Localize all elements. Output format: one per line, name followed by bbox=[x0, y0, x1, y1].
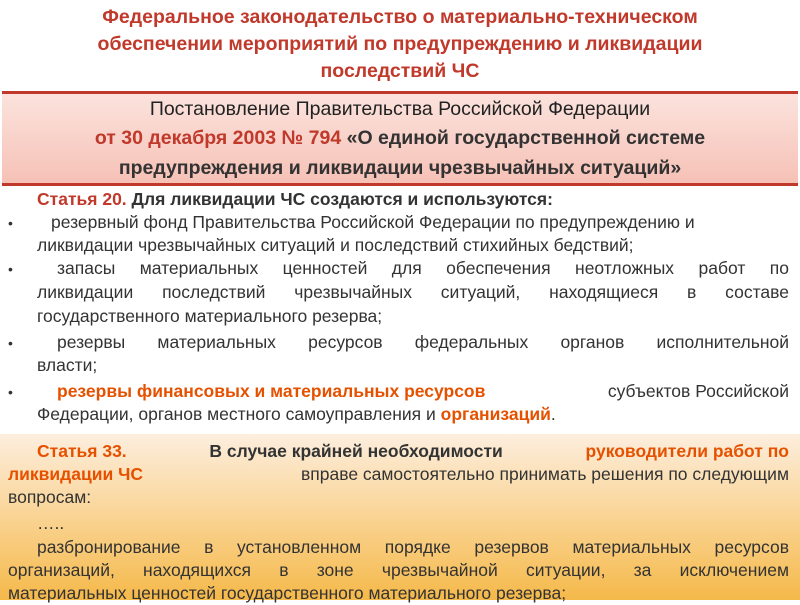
item-3-line-2: власти; bbox=[37, 355, 98, 375]
article-33-lead: В случае крайней необходимости bbox=[209, 441, 503, 461]
title-line-2: обеспечении мероприятий по предупреждению и ликвидации bbox=[97, 33, 703, 55]
item-4-period: . bbox=[550, 404, 556, 424]
item-4-organizations: организаций bbox=[440, 404, 551, 424]
article-20-number: Статья 20. bbox=[37, 189, 127, 209]
item-4-line-1-rest: субъектов Российской bbox=[607, 381, 789, 401]
slide-title bbox=[20, 4, 780, 85]
article-33-line-3: вопросам: bbox=[8, 487, 92, 507]
decree-line-2 bbox=[2, 124, 798, 152]
article-33-number: Статья 33. bbox=[37, 441, 127, 461]
item-4-line-2-start: Федерации, органов местного самоуправления и bbox=[37, 404, 436, 424]
article-33-ellipsis: ….. bbox=[37, 513, 65, 533]
item-4-line-2 bbox=[37, 403, 789, 426]
bullet-3: • bbox=[8, 335, 13, 351]
decree-box bbox=[2, 91, 798, 186]
article-33-line-2-rest: вправе самостоятельно принимать решения по следующим bbox=[300, 464, 789, 484]
item-2-line-3: государственного материального резерва; bbox=[37, 306, 383, 326]
item-2-line-2: ликвидации последствий чрезвычайных ситуаций, находящиеся в составе bbox=[37, 282, 789, 302]
article-20-heading bbox=[37, 188, 553, 210]
article-20-section bbox=[0, 186, 800, 434]
bullet-1: • bbox=[8, 215, 13, 231]
article-33-p1-line-1: разбронирование в установленном порядке резервов материальных ресурсов bbox=[37, 537, 789, 557]
article-33-managers: руководители работ по bbox=[585, 441, 789, 461]
item-3-line-1: резервы материальных ресурсов федеральных органов исполнительной bbox=[57, 332, 789, 352]
article-33-p1-line-3: материальных ценностей государственного материального резерва; bbox=[8, 583, 567, 603]
item-1-line-1: резервный фонд Правительства Российской Федерации по предупреждению и bbox=[51, 212, 695, 232]
article-20-heading-text: Для ликвидации ЧС создаются и используются: bbox=[131, 189, 553, 209]
decree-line-3: предупреждения и ликвидации чрезвычайных ситуаций» bbox=[118, 157, 682, 179]
decree-line-1: Постановление Правительства Российской Федерации bbox=[149, 98, 651, 120]
item-4-line-1 bbox=[57, 380, 789, 403]
title-line-3: последствий ЧС bbox=[320, 60, 480, 82]
bullet-4: • bbox=[8, 384, 13, 400]
item-4-highlight: резервы финансовых и материальных ресурсов bbox=[57, 381, 486, 401]
title-line-1: Федеральное законодательство о материально-техническом bbox=[102, 6, 698, 28]
decree-title-start: «О единой государственной системе bbox=[346, 127, 706, 149]
article-33-p1-line-2: организаций, находящихся в зоне чрезвычайной ситуации, за исключением bbox=[8, 560, 789, 580]
article-33-liquidation: ликвидации ЧС bbox=[8, 464, 144, 484]
article-33-section bbox=[0, 434, 800, 603]
article-33-line-2 bbox=[8, 463, 789, 486]
item-1-line-2: ликвидации чрезвычайных ситуаций и последствий стихийных бедствий; bbox=[37, 235, 634, 255]
bullet-2: • bbox=[8, 261, 13, 277]
article-33-line-1 bbox=[37, 440, 789, 463]
decree-date-number: от 30 декабря 2003 № 794 bbox=[94, 127, 342, 149]
item-2-line-1: запасы материальных ценностей для обеспечения неотложных работ по bbox=[57, 258, 789, 278]
